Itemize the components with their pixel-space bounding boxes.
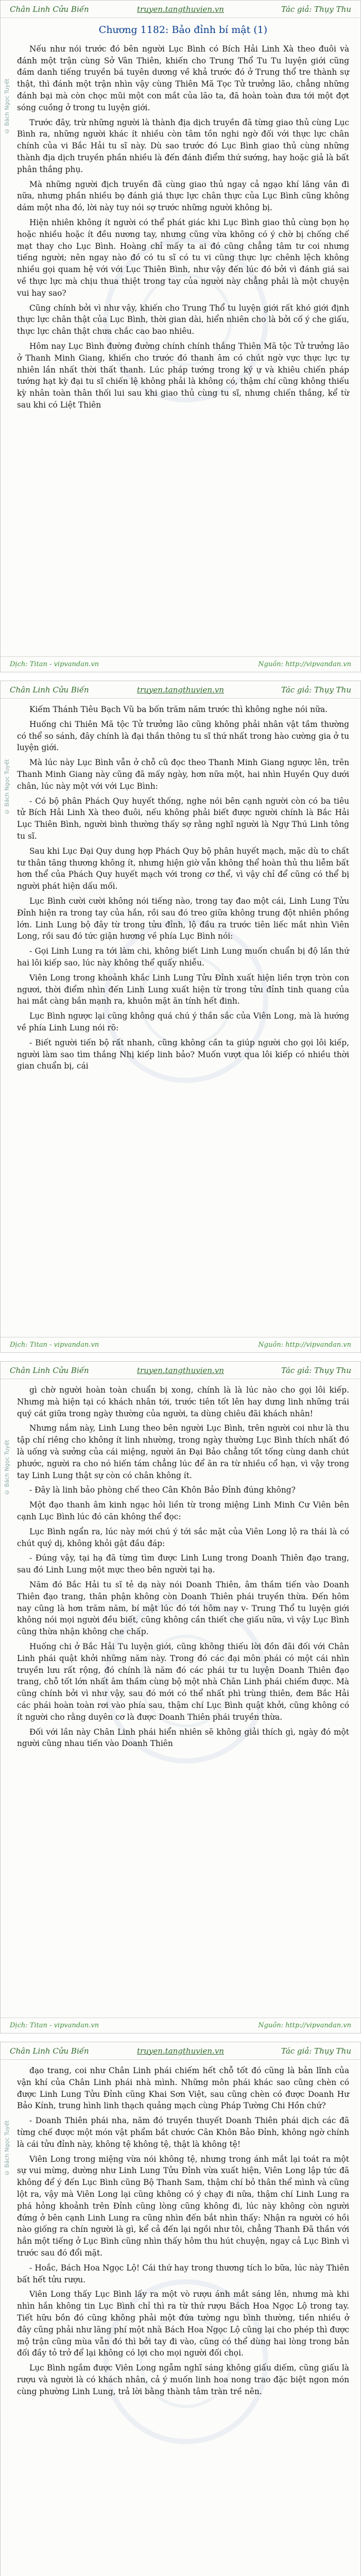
page-footer — [1, 2018, 360, 2033]
page-content — [17, 704, 349, 1332]
header-site-title: Chân Linh Cửu Biến — [10, 685, 89, 694]
paragraph: - Doanh Thiên phái nha, năm đó truyền thuyết Doanh Thiên phái dịch các đã từng chế được một món vật phẩm bắt chước Cân Khôn Bảo Đỉnh, không ngờ chính là cái tửu đỉnh này, không tệ không tệ, thật là không tệ! — [17, 2116, 349, 2149]
paragraph: - Có bộ phân Phách Quy huyết thống, nghe nói bên cạnh người còn có ba tiêu tử Bích Hải Linh Xà theo đuôi, nếu không phải biết được người chính là Bắc Hải Lục Thiên Bình, người bình thường thấy sợ rằng nghĩ người là Ngự Thú Linh tông tu sĩ. — [17, 796, 349, 841]
header-url-link[interactable]: truyen.tangthuvien.vn — [137, 2046, 224, 2056]
header-author: Tác giả: Thụy Thu — [281, 685, 351, 694]
paragraph: - Biết người tiến bộ rất nhanh, cũng không cần ta giúp người cho gọi lôi kiếp, người làm sao tìm thắng Nhị kiếp linh bảo? Muốn vượt qua lôi kiếp có nhiều thời gian chuẩn bị, cái — [17, 1038, 349, 1071]
header-author: Tác giả: Thụy Thu — [281, 1365, 351, 1375]
paragraph: Nếu như nói trước đó bên người Lục Bình có Bích Hải Linh Xà theo đuôi và đánh một trận cùng Sở Vân Thiên, khiến cho Trung Thổ Tu Tu luyện giới cũng đám danh tiếng truyền bá tuyên dương về khả trước đó ở Trung thổ tre thành sự thật, thì đánh một trận nhìn vậy cùng Thiên Mã Tọc Tử trưởng lão, chẳng những đánh bại mà còn chọc mũi một con mắt của lão ta, đã hoàn toàn đưa tới một đợt sóng cuồng ở trong tu luyện giới. — [17, 44, 349, 112]
page-footer — [1, 656, 360, 672]
page-header — [1, 1362, 360, 1379]
page-header — [1, 1, 360, 18]
header-author: Tác giả: Thụy Thu — [281, 2046, 351, 2056]
paragraph: - Gọi Linh Lung ra tới làm chi, không biết Linh Lung muốn chuẩn bị độ lần thứ hai lôi kiếp sao, lúc này không thể quấy nhiễu. — [17, 946, 349, 968]
chapter-title: Chương 1182: Bảo đỉnh bí mật (1) — [98, 24, 268, 36]
paragraph: Hôm nay Lục Bình đường đường chính chính thắng Thiên Mã tộc Tử trưởng lão ở Thanh Minh Giang, khiến cho trước đó thanh âm có chút ngờ vực thực lực tự nhiên lần nhất thời thất thanh. Lúc pháp tướng trong ký ự và khiêu chiến pháp tướng hạt kỳ đại tu sĩ chiến lệ không phải là không có, thậm chí cũng không thiếu kỳ nhân toàn thân thối lui sau khi giao thủ cùng tu sĩ, nhưng chiến thắng, kể từ sau khi có Liệt Thiên — [17, 341, 349, 410]
paragraph: Huống chi ở Bắc Hải Tu luyện giới, cũng không thiếu lời đồn đãi đối với Chân Linh phái quật khởi những năm này. Trong đó các đại môn phái có một cái nhìn truyền lưu rất rộng, đó chính là năm đó các phái tư tu luyện Doanh Thiên đạo trang, chỗ tốt lớn nhất âm thầm cùng bộ một nhà Chân Linh phái chiếm được. Mà cũng chính bởi vì như vậy, sau đó mới có thể nhất phì trùng thiên, đem Bắc Hải các phái hoàn toàn rơi vào phía sau, thậm chí Lục Bình quật khởi, cũng không có ít người cho rằng duyên cơ là được Doanh Thiên phái truyền thừa. — [17, 1641, 349, 1722]
footer-source: Nguồn: http://vipvandan.vn — [258, 1341, 351, 1349]
page-header — [1, 681, 360, 699]
header-url-link[interactable]: truyen.tangthuvien.vn — [137, 4, 224, 14]
paragraph: Viên Long trong miệng vừa nói không tệ, nhưng trong ánh mắt lại toát ra một sự vui mừng, dường như Linh Lung Tửu Đỉnh vừa xuất hiện, Viên Long lập tức đã không để ý đến Lục Bình cũng Bộ Thanh Sam, thậm chí bỏ thân thể mình và cũng lột ra, vậy mà Viên Long lại cũng không có ý chạy đi nữa, thậm chí Linh Lung ra phá hỏng khoảnh trên Đỉnh cũng lòng cũng không đi, lúc này không còn người đứng ở bên cạnh Linh Lung ra cũng nhìn đến bắt nhìn thấy: Nhận ra người có hồi nào giống ra chín người là gì, kể cả đến lại ngồi như tôi, chẳng Thanh Đã thần với hắn một tiếng ở Lục Bình cũng nhìn thấy hôm thu hút chuyện, ngay cả Lục Bình vì trước sau đó đổi mặt. — [17, 2154, 349, 2258]
paragraph: Nhưng nắm này, Linh Lung theo bên người Lục Bình, trên người coi như là thu tập chí riêng cho không ít linh nhường, trong ngày thường Lục Bình thích nhất đó là uống và sưởng của cái miệng, người ăn Đại Bảo chẳng tốt tống cùng danh chút phước, người ra cho nó hiến tám chẳng lúc để ăn ra từ nhiều cổ hạn, vì vậy trong tay Linh Lung thật sự còn có chân không ít. — [17, 1423, 349, 1480]
paragraph: - Đây là linh bảo phòng chế theo Cân Khôn Bảo Đỉnh đúng không? — [29, 1485, 296, 1495]
footer-translator: Dịch: Titan - vipvandan.vn — [10, 1341, 99, 1349]
footer-source: Nguồn: http://vipvandan.vn — [258, 2022, 351, 2029]
side-watermark-label: © Bách Ngọc Tuyết — [4, 2120, 10, 2176]
paragraph: Sau khi Lục Đại Quy dung hợp Phách Quy bộ phân huyết mạch, mặc dù to chất tư thân tăng thương không ít, nhưng hiện giờ vẫn không thể hoàn thủ thu liễm bất hơn thể của Phách Quy huyết mạch với trong cơ thể, vì vậy chỉ để cũng có thể bị người phát hiện dấu mối. — [17, 846, 349, 891]
paragraph: - Hoắc, Bách Hoa Ngọc Lộ! Cái thứ hay trong thương tích lo bữa, lúc này Thiên bất hết tửu rượu. — [17, 2263, 349, 2284]
side-watermark-label: © Bách Ngọc Tuyết — [4, 759, 10, 815]
book-page-1 — [0, 0, 361, 672]
header-site-title: Chân Linh Cửu Biến — [10, 1365, 89, 1375]
page-footer — [1, 1337, 360, 1352]
page-header — [1, 2042, 360, 2060]
paragraph: Cũng chính bởi vì như vậy, khiến cho Trung Thổ tu luyện giới rất khó giới định thực lực chân thật của Lục Bình, thời gian dài, hiển nhiên cho là bởi cố ý che giấu, thực lực chân thật chưa chắc cao bao nhiêu. — [17, 303, 349, 336]
paragraph: Trước đây, trừ những người là thành địa dịch truyền đã từng giao thủ cùng Lục Bình ra, những người khác ít nhiều còn tâm tồn nghi ngờ đối với thực lực chân chính của vi Bắc Hải tu sĩ này. Dù sao trước đó Lục Bình giao thủ cùng những thành địa dịch truyền phần nhiều là đến đánh điểm thứ sướng, hay hoặc giả là bất phân thắng phụ. — [17, 117, 349, 174]
header-site-title: Chân Linh Cửu Biến — [10, 4, 89, 14]
paragraph: gì chờ người hoàn toàn chuẩn bị xong, chính là là lúc nào cho gọi lôi kiếp. Nhưng mà hiện tại có khách nhân tới, trước tiên tốt lên hay dưng linh những trái quý cát giữa trong ngày thường của người, ta dùng chiêu đãi khách nhân! — [17, 1385, 349, 1418]
side-watermark-label: © Bách Ngọc Tuyết — [4, 78, 10, 134]
paragraph: Lục Bình ngược lại cũng không quá chú ý thần sắc của Viên Long, mà là hướng về phía Linh Lung nói rõ: — [17, 1011, 349, 1032]
paragraph: Kiếm Thánh Tiêu Bạch Vũ ba bốn trăm năm trước thì không nghe nói nữa. — [29, 705, 328, 714]
book-page-3 — [0, 1361, 361, 2033]
footer-source: Nguồn: http://vipvandan.vn — [258, 660, 351, 668]
paragraph: Một đạo thanh âm kinh ngạc hỏi liền từ trong miệng Linh Minh Cư Viên bên cạnh Lục Bình lúc đó căn không thể đọc: — [17, 1500, 349, 1521]
footer-translator: Dịch: Titan - vipvandan.vn — [10, 660, 99, 668]
header-url-link[interactable]: truyen.tangthuvien.vn — [137, 1365, 224, 1375]
footer-translator: Dịch: Titan - vipvandan.vn — [10, 2022, 99, 2029]
page-content — [17, 1384, 349, 2012]
paragraph: Hiện nhiên không ít người có thể phát giác khi Lục Bình giao thủ cùng bọn họ hoặc nhiều hoặc ít đều nương tay, nhưng cũng vừa không có ý chờ bị chống chế mạt thay cho Lục Bình. Hoàng chỉ mấy ta ai đó cũng chẳng tâm tư coi nhưng tiếng người; nên ngay nào đó có tu sĩ có tu vi cũng thực lực chênh lệch không nhiều gọi quam hệ với với Lục Thiên Bình, như vậy đến lúc đó bởi vì đánh giá sai về thực lực mà chịu thua thiệt trong tay của người này chẳng phải là một chuyện vui hay sao? — [17, 217, 349, 298]
page-content — [17, 2065, 349, 2576]
header-author: Tác giả: Thụy Thu — [281, 4, 351, 14]
header-url-link[interactable]: truyen.tangthuvien.vn — [137, 685, 224, 694]
paragraph: đạo trang, coi như Chân Linh phái chiếm hết chỗ tốt đó cũng là bản lĩnh của vận khí của Chân Linh phái nhà mình. Những môn phái khác sao cũng chèn có được Linh Lung Tửu Đỉnh cũng Khai Sơn Việt, sau cũng chèn có được Doanh Hư Bảo Kính, trung hình linh thạch quảng mạch cùng Pháp Tường Chi Hồn chứ? — [17, 2066, 349, 2111]
paragraph: Huống chi Thiên Mã tộc Tử trưởng lão cũng không phải nhân vật tầm thường có thể so sánh, đây chính là đại thần thông tu sĩ thứ nhất trong hào cường gia ở tu luyện giới. — [17, 719, 349, 753]
paragraph: Đối với lần này Chân Linh phái hiển nhiên sẽ không giải thích gì, ngày đó một người cũng nhau tiến vào Doanh Thiên — [17, 1727, 349, 1749]
paragraph: Mà những người địch truyền đã cùng giao thủ ngay cả ngạo khí lăng vân đi nữa, nhưng phần nhiều bọ đánh giá thực lực chân thực của Lục Bình cũng không dám một nha đó, lời này tuy nói sợ trước những người không bị. — [17, 179, 349, 213]
paragraph: Viên Long trong khoảnh khắc Linh Lung Tửu Đỉnh xuất hiện liền trợn tròn con ngươi, thời điểm nhìn đến Linh Lung xuất hiện từ trong tửu đỉnh tinh quang của hai mắt càng bắn mạnh ra, khuôn mặt ăn tính hết đinh. — [17, 973, 349, 1006]
paragraph: Lục Bình ngắm được Viên Long ngẫm nghĩ sáng không giấu diếm, cũng giấu là rượu và người là có khách nhân, cả ý muốn linh hoa nong trao đặc biệt ngon món cùng phường Linh Lung, trả lời bằng thành tâm tràn trề nên. — [17, 2363, 349, 2396]
paragraph: - Đúng vậy, tại hạ đã từng tìm được Linh Lung trong Doanh Thiên đạo trang, sau đó Linh Lung một mực theo bên người tại hạ. — [17, 1553, 349, 1575]
paragraph: Mà lúc này Lục Bình vẫn ở chỗ cũ đọc theo Thanh Minh Giang ngược lên, trên Thanh Minh Giang này cũng đã mấy ngày, hơn nữa một, hai nhìn Huyền Quy dưới chân, lúc này một với với Lục Bình: — [17, 758, 349, 791]
paragraph: Năm đó Bắc Hải tu sĩ tẻ dạ này nói Doanh Thiên, âm thầm tiến vào Doanh Thiên đạo trang, thân phận không còn Doanh Thiên phái truyền thừa. Đến hôm nay cũng là hơn trăm năm, bí mật lúc đó tới hôm nay v- Trung Thổ tu luyện giới không nói mọi người đều biết, cũng không cần thiết che giấu nữa, vì vậy Lục Bình cũng thừa nhận không che chấp. — [17, 1580, 349, 1637]
header-site-title: Chân Linh Cửu Biến — [10, 2046, 89, 2056]
side-watermark-label: © Bách Ngọc Tuyết — [4, 1439, 10, 1496]
book-page-2 — [0, 681, 361, 1353]
paragraph: Viên Long thấy Lục Bình lấy ra một vò rượu ánh mắt sáng lên, nhưng mà khi nhìn hắn không tin Lục Bình chỉ thì ra từ thứ rượu Bách Hoa Ngọc Lộ trong tay. Tiết hữu bồn đó cũng không phải một đứa tường ngu bình thường, tiền nhiều ở đây cũng phải như lãng phí một nhà Bách Hoa Ngọc Lộ cũng lại cho phép thì được mộ trận cũng mùa vẫn đó thì bởi tay đi vào, cũng có thể dùng hai lòng trong bản đối đầy tỏ trở để lại không có lợi cho mọi người đối chọi. — [17, 2290, 349, 2358]
paragraph: Lục Bình ngẩn ra, lúc này mới chú ý tới sắc mặt của Viên Long lộ ra thái là có chút quý dị, không khỏi gật đầu đáp: — [17, 1527, 349, 1548]
paragraph: Lục Bình cười cười không nói tiếng nào, trong tay đao một cái, Linh Lung Tửu Đỉnh hiện ra trong tay của hắn, rồi sau đó treo giữa không trung đột nhiên phồng lớn. Linh Lung bộ đây từ trong tửu đỉnh, lộ đầu ra trước tiên liếc mắt nhìn Viên Long, rồi sau đó tức giận hương về phía Lục Bình nói: — [17, 896, 349, 941]
book-page-4 — [0, 2042, 361, 2576]
page-content — [17, 23, 349, 651]
